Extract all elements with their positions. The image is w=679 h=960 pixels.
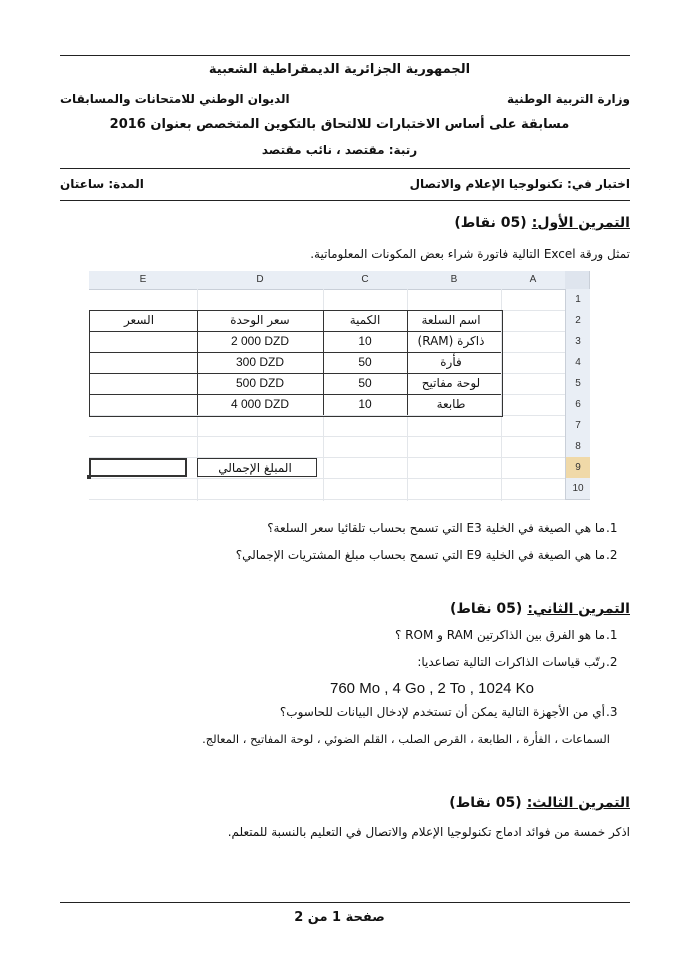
exercise2-question-2: رتّب قياسات الذاكرات التالية تصاعديا:: [417, 655, 605, 669]
exercise1-question-2-number: .2: [606, 548, 618, 562]
item-unit-price-cell[interactable]: 4 000 DZD: [230, 397, 290, 411]
item-qty-cell[interactable]: 50: [358, 355, 372, 369]
header-quantity[interactable]: الكمية: [349, 313, 381, 327]
exercise3-points: (05 نقاط): [449, 795, 522, 811]
page-number: صفحة 1 من 2: [294, 910, 385, 925]
fill-handle[interactable]: [87, 475, 91, 479]
item-price-cell-e5[interactable]: [89, 373, 197, 394]
col-header-a[interactable]: A: [501, 271, 566, 290]
excel-sheet: [89, 271, 589, 501]
col-header-c[interactable]: C: [323, 271, 408, 290]
rank: رتبة: مقتصد ، نائب مقتصد: [261, 143, 418, 157]
exercise2-title: التمرين الثاني:: [527, 601, 630, 617]
exercise2-question-1: ما هو الفرق بين الذاكرتين RAM و ROM ؟: [394, 628, 605, 642]
exercise1-points: (05 نقاط): [454, 215, 527, 231]
item-unit-price-cell[interactable]: 500 DZD: [235, 376, 285, 390]
exercise1-question-1-number: .1: [606, 521, 618, 535]
row-header-4[interactable]: 4: [565, 352, 590, 374]
row-header-2[interactable]: 2: [565, 310, 590, 332]
row-header-6[interactable]: 6: [565, 394, 590, 416]
exercise2-question-3-number: .3: [606, 705, 618, 719]
exercise3-heading: [400, 792, 630, 811]
item-name-cell[interactable]: طابعة: [436, 397, 466, 411]
exercise1-question-1: ما هي الصيغة في الخلية E3 التي تسمح بحساب تلقائيا سعر السلعة؟: [267, 521, 605, 535]
col-header-e[interactable]: E: [89, 271, 198, 290]
item-name-cell[interactable]: ذاكرة (RAM): [417, 334, 485, 348]
memory-sizes: 760 Mo , 4 Go , 2 To , 1024 Ko: [330, 680, 535, 697]
header-price[interactable]: السعر: [123, 313, 155, 327]
item-qty-cell[interactable]: 10: [358, 334, 372, 348]
exercise1-heading: [400, 212, 630, 231]
ministry: وزارة التربية الوطنية: [506, 92, 630, 106]
device-options: السماعات ، الفأرة ، الطابعة ، القرص الصلب ، القلم الضوئي ، لوحة المفاتيح ، المعالج.: [202, 732, 610, 746]
header-unit-price[interactable]: سعر الوحدة: [230, 313, 290, 327]
item-price-cell-e4[interactable]: [89, 352, 197, 373]
row-header-10[interactable]: 10: [565, 478, 590, 500]
exercise2-points: (05 نقاط): [449, 601, 523, 617]
subject: اختبار في: تكنولوجيا الإعلام والاتصال: [409, 177, 630, 191]
exercise3-title: التمرين الثالث:: [526, 795, 630, 811]
republic-title: الجمهورية الجزائرية الديمقراطية الشعبية: [208, 62, 471, 77]
duration: المدة: ساعتان: [60, 177, 144, 191]
select-all-corner[interactable]: [565, 271, 590, 290]
row-header-1[interactable]: 1: [565, 289, 590, 311]
exercise1-intro: تمثل ورقة Excel التالية فاتورة شراء بعض المكونات المعلوماتية.: [310, 247, 630, 261]
contest-title: مسابقة على أساس الاختبارات للالتحاق بالتكوين المتخصص بعنوان 2016: [109, 117, 570, 132]
col-header-d[interactable]: D: [197, 271, 324, 290]
row-header-3[interactable]: 3: [565, 331, 590, 353]
exercise2-question-2-number: .2: [606, 655, 618, 669]
item-price-cell-e6[interactable]: [89, 394, 197, 415]
item-price-cell-e3[interactable]: [89, 331, 197, 352]
item-name-cell[interactable]: فأرة: [440, 355, 462, 369]
header-item-name[interactable]: اسم السلعة: [421, 313, 481, 327]
item-unit-price-cell[interactable]: 2 000 DZD: [230, 334, 290, 348]
row-header-8[interactable]: 8: [565, 436, 590, 458]
row-header-5[interactable]: 5: [565, 373, 590, 395]
exercise2-question-1-number: .1: [606, 628, 618, 642]
item-qty-cell[interactable]: 50: [358, 376, 372, 390]
exercise2-question-3: أي من الأجهزة التالية يمكن أن تستخدم لإدخال البيانات للحاسوب؟: [279, 705, 605, 719]
item-qty-cell[interactable]: 10: [358, 397, 372, 411]
total-label-cell[interactable]: المبلغ الإجمالي: [197, 458, 317, 477]
exercise2-heading: [400, 598, 630, 617]
col-header-b[interactable]: B: [407, 271, 502, 290]
office: الديوان الوطني للامتحانات والمسابقات: [60, 92, 290, 106]
item-name-cell[interactable]: لوحة مفاتيح: [421, 376, 481, 390]
row-header-9[interactable]: 9: [565, 457, 590, 479]
exercise1-question-2: ما هي الصيغة في الخلية E9 التي تسمح بحساب مبلغ المشتريات الإجمالي؟: [235, 548, 605, 562]
item-unit-price-cell[interactable]: 300 DZD: [235, 355, 285, 369]
total-cell-e9[interactable]: [89, 458, 187, 477]
exercise3-question: اذكر خمسة من فوائد ادماج تكنولوجيا الإعلام والاتصال في التعليم بالنسبة للمتعلم.: [227, 825, 630, 839]
exercise1-title: التمرين الأول:: [531, 215, 630, 231]
row-header-7[interactable]: 7: [565, 415, 590, 437]
